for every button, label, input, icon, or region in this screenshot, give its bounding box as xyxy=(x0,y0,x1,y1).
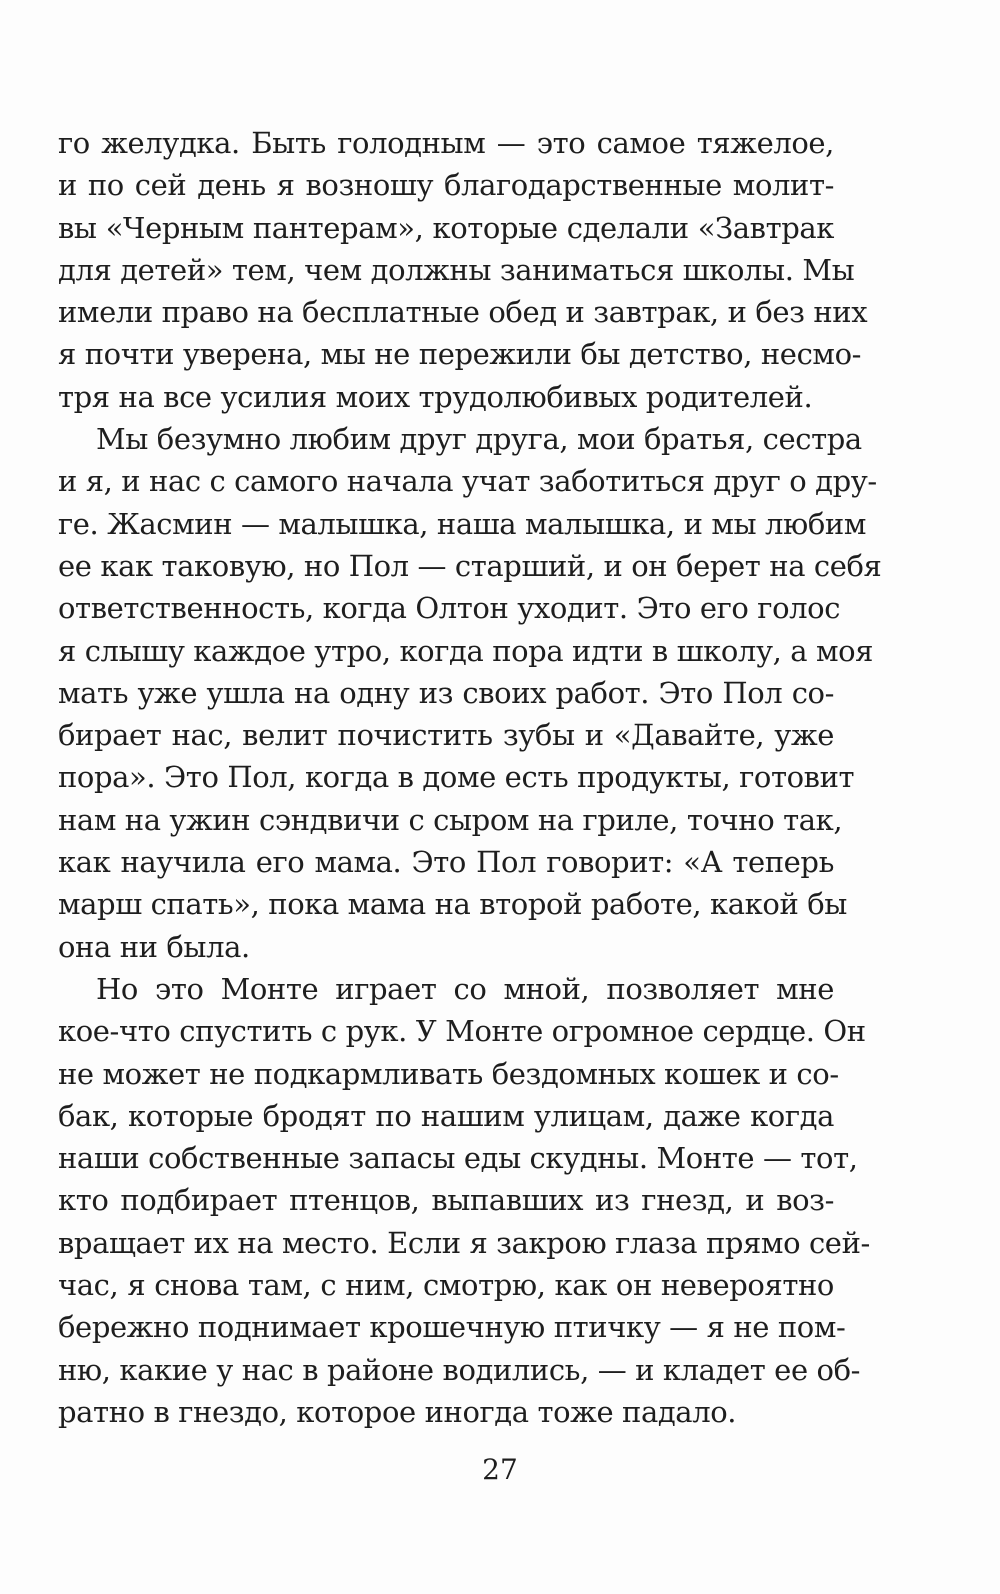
text-line: нам на ужин сэндвичи с сыром на гриле, точно так, xyxy=(58,802,843,837)
paragraph xyxy=(58,122,868,418)
text-line: го желудка. Быть голодным — это самое тяжелое, xyxy=(58,126,834,160)
page-number: 27 xyxy=(482,1453,518,1486)
text-line: и по сей день я возношу благодарственные молит- xyxy=(58,168,834,203)
text-line: ню, какие у нас в районе водились, — и кладет ее об- xyxy=(58,1352,861,1387)
text-line: ратно в гнездо, которое иногда тоже падало. xyxy=(58,1394,737,1429)
text-line: и я, и нас с самого начала учат заботиться друг о дру- xyxy=(58,464,877,499)
text-line: я почти уверена, мы не пережили бы детство, несмо- xyxy=(58,337,862,372)
text-line: Но это Монте играет со мной, позволяет мне xyxy=(96,971,834,1006)
body-text xyxy=(58,122,882,1433)
text-line: для детей» тем, чем должны заниматься школы. Мы xyxy=(58,252,855,287)
text-line: кто подбирает птенцов, выпавших из гнезд, и воз- xyxy=(58,1183,834,1218)
text-line: марш спать», пока мама на второй работе, какой бы xyxy=(58,887,847,922)
text-line: вращает их на место. Если я закрою глаза прямо сей- xyxy=(58,1225,870,1260)
text-line: час, я снова там, с ним, смотрю, как он невероятно xyxy=(58,1268,834,1303)
text-line: бережно поднимает крошечную птичку — я не пом- xyxy=(58,1310,846,1345)
text-line: наши собственные запасы еды скудны. Монте — тот, xyxy=(58,1141,858,1176)
paragraph xyxy=(58,968,870,1433)
paragraph xyxy=(58,418,882,968)
text-line: как научила его мама. Это Пол говорит: «А теперь xyxy=(58,845,834,880)
text-line: она ни была. xyxy=(58,929,250,964)
text-line: мать уже ушла на одну из своих работ. Это Пол со- xyxy=(58,675,834,710)
text-line: кое-что спустить с рук. У Монте огромное сердце. Он xyxy=(58,1014,866,1049)
text-line: пора». Это Пол, когда в доме есть продукты, готовит xyxy=(58,760,855,795)
text-line: вы «Черным пантерам», которые сделали «Завтрак xyxy=(58,210,834,245)
text-line: ее как таковую, но Пол — старший, и он берет на себя xyxy=(58,548,882,583)
text-line: имели право на бесплатные обед и завтрак, и без них xyxy=(58,295,868,330)
text-line: бирает нас, велит почистить зубы и «Давайте, уже xyxy=(58,718,834,753)
text-line: ответственность, когда Олтон уходит. Это его голос xyxy=(58,591,841,626)
text-line: ге. Жасмин — малышка, наша малышка, и мы любим xyxy=(58,506,866,541)
text-line: Мы безумно любим друг друга, мои братья, сестра xyxy=(96,422,862,457)
text-line: бак, которые бродят по нашим улицам, даже когда xyxy=(58,1098,834,1133)
text-line: тря на все усилия моих трудолюбивых родителей. xyxy=(58,379,813,414)
text-line: я слышу каждое утро, когда пора идти в школу, а моя xyxy=(58,633,874,668)
text-line: не может не подкармливать бездомных кошек и со- xyxy=(58,1056,839,1091)
